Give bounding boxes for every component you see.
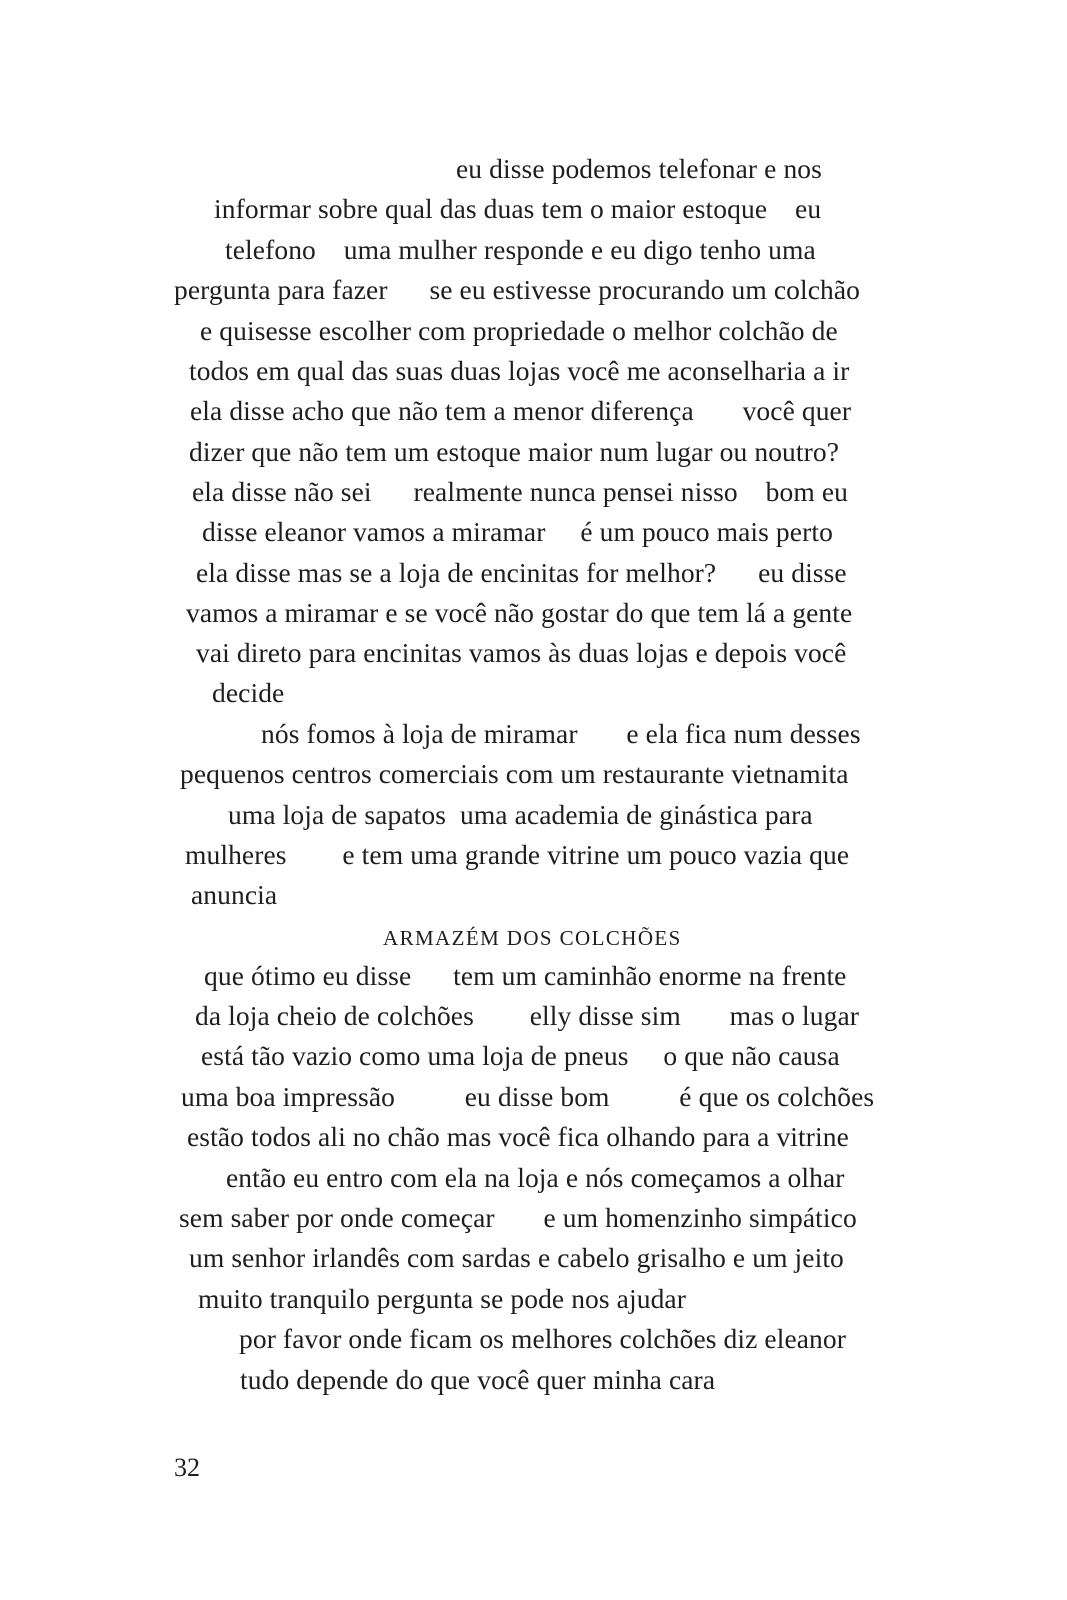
text-line: uma loja de sapatos uma academia de ginástica para: [228, 799, 813, 830]
text-line: ela disse acho que não tem a menor diferença você quer: [190, 395, 852, 426]
text-line: informar sobre qual das duas tem o maior estoque eu: [214, 193, 822, 224]
text-line: tudo depende do que você quer minha cara: [240, 1364, 716, 1395]
page-number: 32: [174, 1453, 200, 1482]
text-line: pequenos centros comerciais com um restaurante vietnamita: [180, 758, 849, 789]
text-line: pergunta para fazer se eu estivesse procurando um colchão: [174, 274, 861, 305]
text-line: sem saber por onde começar e um homenzinho simpático: [179, 1202, 857, 1233]
text-line: que ótimo eu disse tem um caminhão enorme na frente: [204, 960, 847, 991]
text-line: então eu entro com ela na loja e nós começamos a olhar: [226, 1162, 845, 1193]
text-line: mulheres e tem uma grande vitrine um pouco vazia que: [185, 839, 850, 870]
text-line: anuncia: [191, 879, 278, 910]
text-line: vai direto para encinitas vamos às duas lojas e depois você: [196, 637, 847, 668]
text-line: um senhor irlandês com sardas e cabelo grisalho e um jeito: [189, 1242, 844, 1273]
text-line: muito tranquilo pergunta se pode nos ajudar: [198, 1283, 686, 1314]
section-heading: ARMAZÉM DOS COLCHÕES: [383, 926, 682, 950]
text-line: todos em qual das suas duas lojas você me aconselharia a ir: [189, 355, 850, 386]
text-line: disse eleanor vamos a miramar é um pouco mais perto: [202, 516, 833, 547]
text-line: telefono uma mulher responde e eu digo tenho uma: [225, 234, 816, 265]
text-line: uma boa impressão eu disse bom é que os colchões: [181, 1081, 875, 1112]
text-line: decide: [212, 677, 285, 708]
text-line: eu disse podemos telefonar e nos: [456, 153, 822, 184]
text-line: nós fomos à loja de miramar e ela fica num desses: [261, 718, 861, 749]
text-line: está tão vazio como uma loja de pneus o que não causa: [201, 1040, 840, 1071]
text-line: estão todos ali no chão mas você fica olhando para a vitrine: [187, 1121, 849, 1152]
text-line: dizer que não tem um estoque maior num lugar ou noutro?: [189, 436, 840, 467]
text-line: da loja cheio de colchões elly disse sim mas o lugar: [195, 1000, 860, 1031]
text-line: e quisesse escolher com propriedade o melhor colchão de: [200, 315, 838, 346]
text-line: por favor onde ficam os melhores colchões diz eleanor: [239, 1323, 847, 1354]
text-line: ela disse não sei realmente nunca pensei nisso bom eu: [192, 476, 848, 507]
text-line: ela disse mas se a loja de encinitas for melhor? eu disse: [196, 557, 847, 588]
text-line: vamos a miramar e se você não gostar do que tem lá a gente: [186, 597, 853, 628]
